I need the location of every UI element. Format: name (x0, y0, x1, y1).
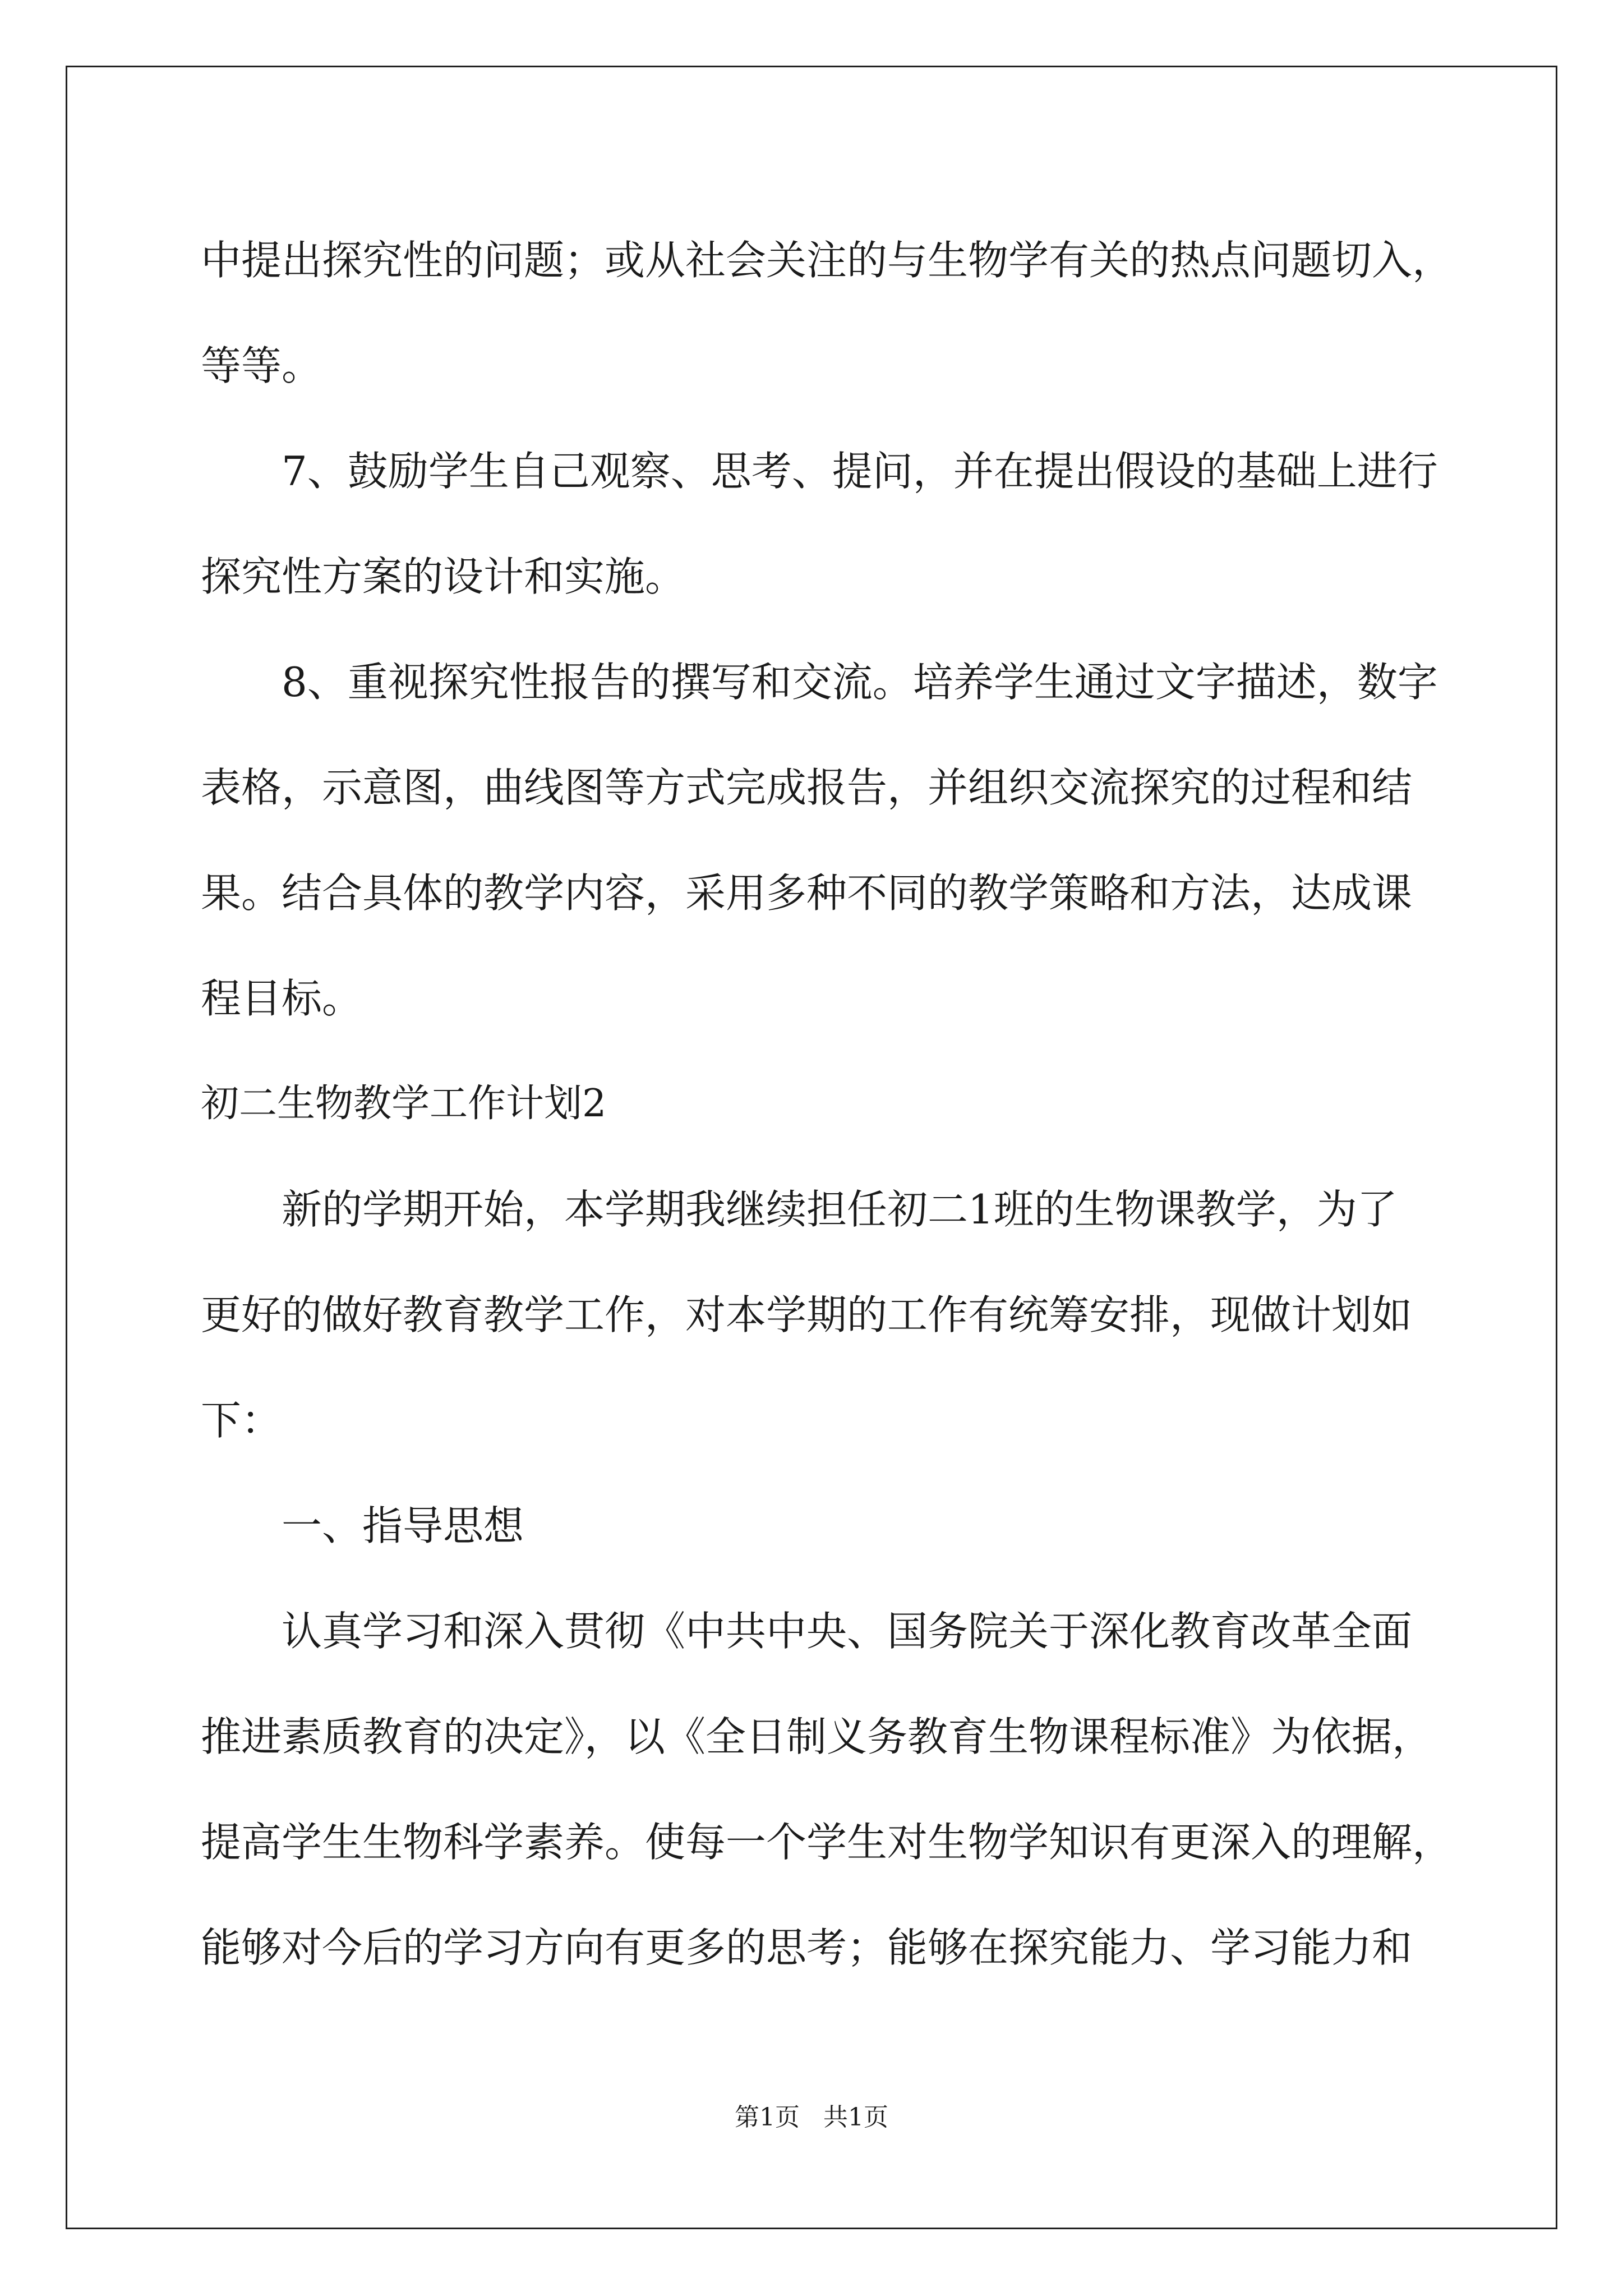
subsection-heading: 一、指导思想 (282, 1502, 524, 1549)
text-line: 下： (201, 1397, 282, 1444)
text-line: 能够对今后的学习方向有更多的思考；能够在探究能力、学习能力和 (201, 1924, 1413, 1971)
text-line: 认真学习和深入贯彻《中共中央、国务院关于深化教育改革全面 (282, 1608, 1413, 1655)
text-line: 新的学期开始，本学期我继续担任初二1班的生物课教学，为了 (282, 1186, 1398, 1233)
text-line: 7、鼓励学生自己观察、思考、提问，并在提出假设的基础上进行 (282, 448, 1438, 495)
text-line: 程目标。 (201, 975, 363, 1022)
section-title: 初二生物教学工作计划2 (201, 1082, 607, 1126)
text-line: 8、重视探究性报告的撰写和交流。培养学生通过文字描述，数字 (282, 659, 1438, 706)
document-body (201, 208, 1468, 2000)
text-line: 果。结合具体的教学内容，采用多种不同的教学策略和方法，达成课 (201, 869, 1413, 917)
text-line: 中提出探究性的问题；或从社会关注的与生物学有关的热点问题切入， (201, 237, 1453, 284)
text-line: 更好的做好教育教学工作，对本学期的工作有统筹安排，现做计划如 (201, 1291, 1413, 1338)
page-number-footer: 第1页 共1页 (735, 2103, 888, 2132)
text-line: 探究性方案的设计和实施。 (201, 553, 686, 600)
text-line: 提高学生生物科学素养。使每一个学生对生物学知识有更深入的理解， (201, 1819, 1453, 1866)
text-line: 表格，示意图，曲线图等方式完成报告，并组织交流探究的过程和结 (201, 764, 1413, 811)
text-line: 推进素质教育的决定》，以《全日制义务教育生物课程标准》为依据， (201, 1713, 1433, 1760)
text-line: 等等。 (201, 342, 322, 389)
